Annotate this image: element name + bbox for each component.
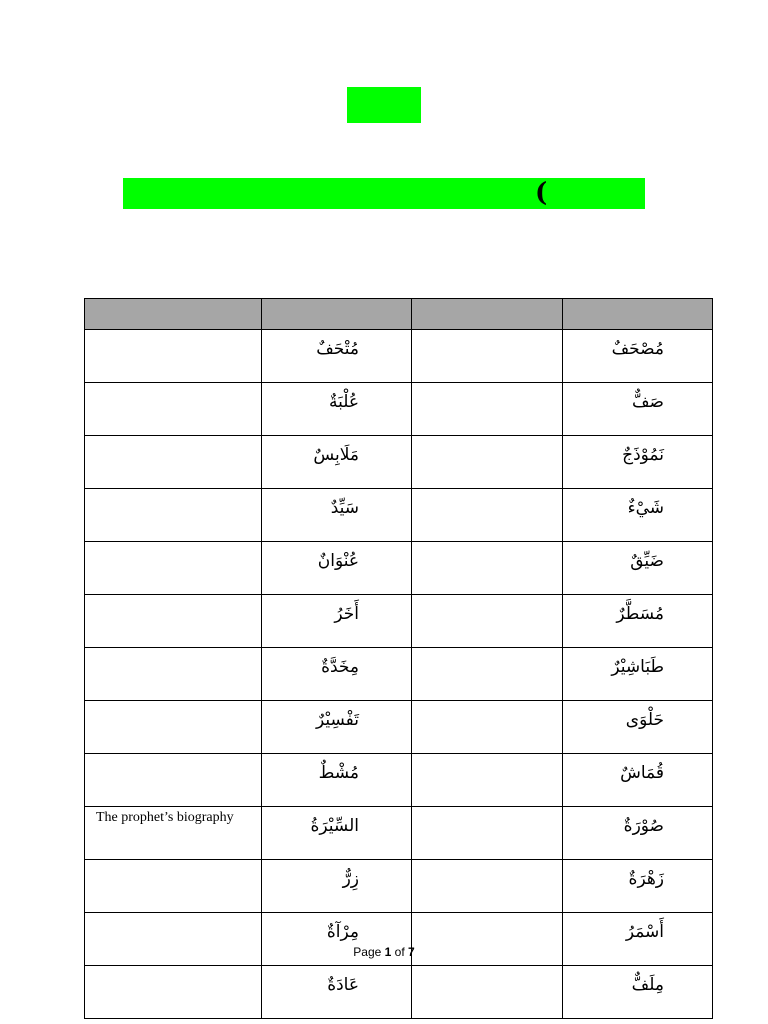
arabic-word-cell: مُشْطٌ: [262, 754, 412, 807]
table-row: [85, 860, 713, 913]
table-row: [85, 966, 713, 1019]
arabic-word-cell-2: ضَيِّقٌ: [563, 542, 713, 595]
arabic-word-cell-2: مِلَفٌّ: [563, 966, 713, 1019]
arabic-word-cell-2: أَسْمَرُ: [563, 913, 713, 966]
table-row: [85, 489, 713, 542]
table-row: [85, 330, 713, 383]
arabic-word-cell-2: نَمُوْذَجٌ: [563, 436, 713, 489]
table-body: [85, 330, 713, 1019]
english-meaning-cell-2: [412, 542, 563, 595]
arabic-word-cell: مُتْحَفٌ: [262, 330, 412, 383]
english-meaning-cell: [85, 489, 262, 542]
header-cell-2: [262, 299, 412, 330]
english-meaning-cell-2: [412, 754, 563, 807]
arabic-word-cell: مِرْآةٌ: [262, 913, 412, 966]
arabic-word-cell: عُلْبَةٌ: [262, 383, 412, 436]
english-meaning-cell: [85, 860, 262, 913]
vocabulary-table: [84, 298, 713, 1019]
table-row: [85, 807, 713, 860]
english-meaning-cell: The prophet’s biography: [85, 807, 262, 860]
page-footer: [0, 945, 768, 959]
arabic-word-cell: مَلَابِسٌ: [262, 436, 412, 489]
table-row: [85, 383, 713, 436]
arabic-word-cell-2: طَبَاشِيْرٌ: [563, 648, 713, 701]
header-cell-3: [412, 299, 563, 330]
page-label: Page: [353, 945, 382, 959]
header-cell-4: [563, 299, 713, 330]
english-meaning-cell-2: [412, 701, 563, 754]
english-meaning-cell-2: [412, 436, 563, 489]
arabic-word-cell-2: شَيْءٌ: [563, 489, 713, 542]
arabic-word-cell-2: زَهْرَةٌ: [563, 860, 713, 913]
english-meaning-cell-2: [412, 489, 563, 542]
arabic-word-cell-2: مُسَطَّرٌ: [563, 595, 713, 648]
page-total: 7: [408, 945, 415, 959]
english-meaning-cell: [85, 595, 262, 648]
header-cell-1: [85, 299, 262, 330]
arabic-word-cell-2: صَفٌّ: [563, 383, 713, 436]
title-parenthesis: (: [535, 178, 548, 208]
english-meaning-cell: [85, 436, 262, 489]
table-row: [85, 754, 713, 807]
english-meaning-cell-2: [412, 383, 563, 436]
table-header-row: [85, 299, 713, 330]
english-meaning-cell-2: [412, 860, 563, 913]
table-row: [85, 648, 713, 701]
english-meaning-cell-2: [412, 595, 563, 648]
english-meaning-cell-2: [412, 807, 563, 860]
arabic-word-cell: مِخَدَّةٌ: [262, 648, 412, 701]
arabic-word-cell: سَيِّدٌ: [262, 489, 412, 542]
arabic-word-cell-2: حَلْوَى: [563, 701, 713, 754]
title-highlight-bar: [123, 178, 645, 209]
arabic-word-cell: زِرٌّ: [262, 860, 412, 913]
english-meaning-cell: [85, 701, 262, 754]
arabic-word-cell: تَفْسِيْرٌ: [262, 701, 412, 754]
arabic-word-cell-2: صُوْرَةٌ: [563, 807, 713, 860]
arabic-word-cell-2: قُمَاشٌ: [563, 754, 713, 807]
english-meaning-cell: [85, 754, 262, 807]
arabic-word-cell: أَخَرُ: [262, 595, 412, 648]
english-meaning-cell: [85, 542, 262, 595]
page-of-label: of: [394, 945, 405, 959]
english-meaning-cell-2: [412, 330, 563, 383]
english-meaning-cell-2: [412, 966, 563, 1019]
english-meaning-cell: [85, 966, 262, 1019]
arabic-word-cell: السِّيْرَةُ: [262, 807, 412, 860]
english-meaning-cell: [85, 383, 262, 436]
arabic-word-cell: عَادَةٌ: [262, 966, 412, 1019]
english-meaning-cell-2: [412, 648, 563, 701]
table-row: [85, 542, 713, 595]
highlight-block: [347, 87, 421, 123]
table-row: [85, 701, 713, 754]
table-row: [85, 595, 713, 648]
arabic-word-cell: عُنْوَانٌ: [262, 542, 412, 595]
english-meaning-cell: [85, 330, 262, 383]
table-row: [85, 436, 713, 489]
arabic-word-cell-2: مُصْحَفٌ: [563, 330, 713, 383]
page-current: 1: [384, 945, 392, 959]
english-meaning-cell: [85, 648, 262, 701]
